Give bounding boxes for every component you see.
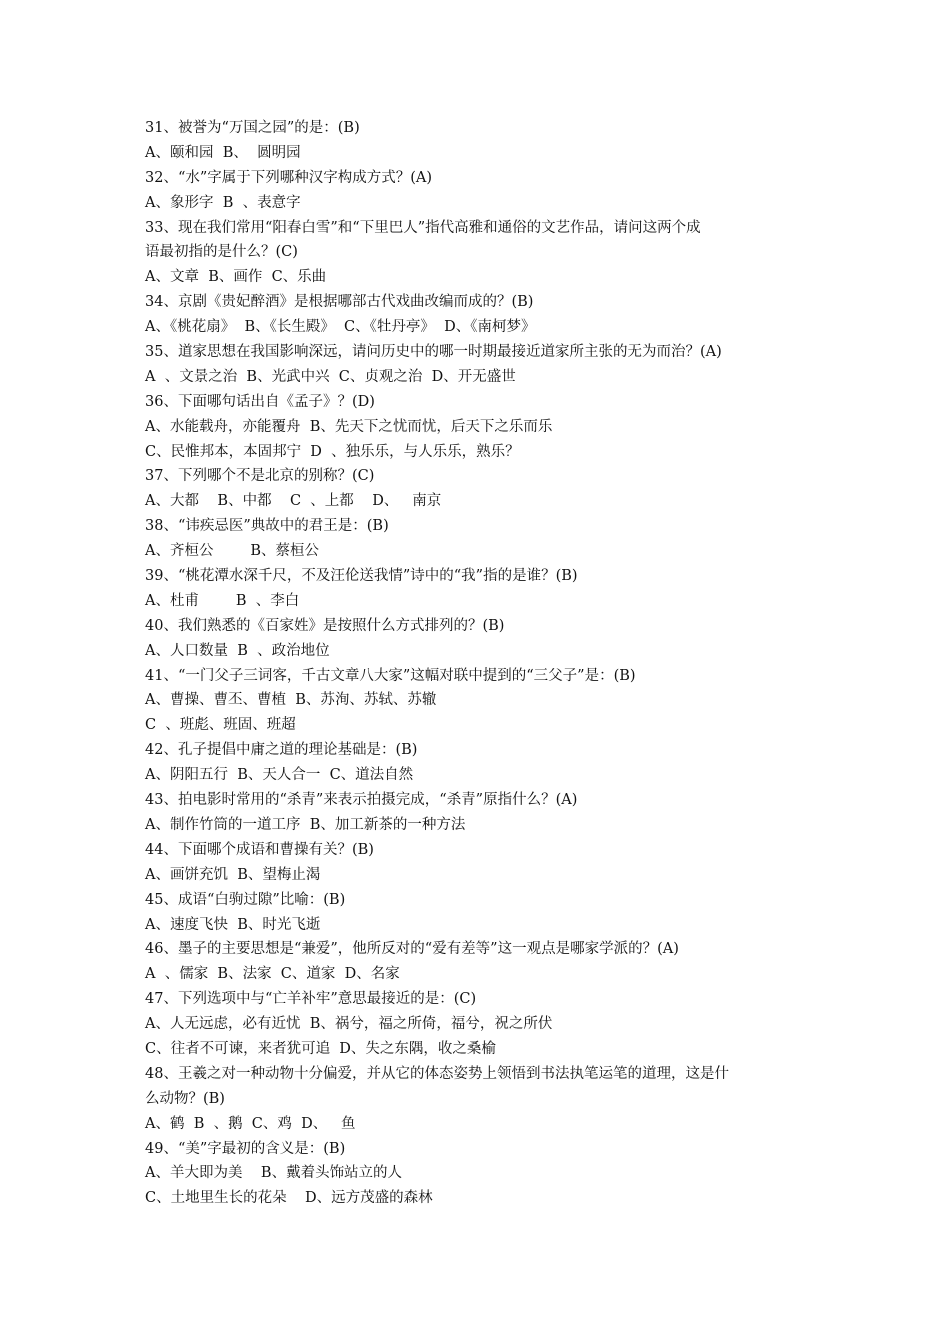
text-line: 42、孔子提倡中庸之道的理论基础是：(B) bbox=[145, 742, 418, 759]
text-line: 31、被誉为“万国之园”的是：(B) bbox=[145, 120, 360, 136]
document-page bbox=[145, 116, 815, 1211]
text-line: 34、京剧《贵妃醉酒》是根据哪部古代戏曲改编而成的？(B) bbox=[145, 294, 534, 311]
text-line: 33、现在我们常用“阳春白雪”和“下里巴人”指代高雅和通俗的文艺作品，请问这两个成 bbox=[145, 219, 701, 236]
text-line: C、民惟邦本，本固邦宁 D 、独乐乐，与人乐乐，熟乐？ bbox=[145, 443, 520, 460]
text-line: A、人无远虑，必有近忧 B、祸兮，福之所倚，福兮，祝之所伏 bbox=[145, 1016, 553, 1033]
text-line: 41、“一门父子三词客，千古文章八大家”这幅对联中提到的“三父子”是：(B) bbox=[145, 667, 636, 684]
text-line: A、速度飞快 B、时光飞逝 bbox=[145, 916, 321, 933]
text-line: A、杜甫 B 、李白 bbox=[145, 592, 300, 609]
text-line: A、颐和园 B、 圆明园 bbox=[145, 144, 301, 161]
text-line: 39、“桃花潭水深千尺，不及汪伦送我情”诗中的“我”指的是谁？(B) bbox=[145, 568, 578, 585]
text-line: A、曹操、曹丕、曹植 B、苏洵、苏轼、苏辙 bbox=[145, 692, 437, 709]
text-line: A、人口数量 B 、政治地位 bbox=[145, 642, 330, 659]
text-line: 45、成语“白驹过隙”比喻：(B) bbox=[145, 891, 346, 908]
text-line: C 、班彪、班固、班超 bbox=[145, 717, 296, 734]
text-line: A、大都 B、中都 C 、上都 D、 南京 bbox=[145, 493, 442, 510]
text-line: 44、下面哪个成语和曹操有关？(B) bbox=[145, 841, 374, 858]
text-line: 38、“讳疾忌医”典故中的君王是：(B) bbox=[145, 518, 389, 535]
text-line: 36、下面哪句话出自《孟子》？(D) bbox=[145, 393, 375, 410]
text-line: C、往者不可谏，来者犹可追 D、失之东隅，收之桑榆 bbox=[145, 1040, 496, 1057]
text-line: 47、下列选项中与“亡羊补牢”意思最接近的是：(C) bbox=[145, 991, 477, 1008]
text-line: A、象形字 B 、表意字 bbox=[145, 194, 301, 211]
text-line: A 、儒家 B、法家 C、道家 D、名家 bbox=[145, 966, 400, 983]
text-line: 32、“水”字属于下列哪种汉字构成方式？(A) bbox=[145, 169, 433, 186]
text-line: 语最初指的是什么？(C) bbox=[145, 244, 298, 261]
text-line: C、土地里生长的花朵 D、远方茂盛的森林 bbox=[145, 1190, 433, 1207]
text-line: A、齐桓公 B、蔡桓公 bbox=[145, 543, 319, 560]
text-line: 37、下列哪个不是北京的别称？(C) bbox=[145, 468, 375, 485]
text-line: 48、王羲之对一种动物十分偏爱，并从它的体态姿势上领悟到书法执笔运笔的道理，这是什 bbox=[145, 1065, 729, 1082]
text-line: A、制作竹筒的一道工序 B、加工新茶的一种方法 bbox=[145, 816, 466, 833]
text-line: A、文章 B、画作 C、乐曲 bbox=[145, 269, 327, 286]
text-line: 43、拍电影时常用的“杀青”来表示拍摄完成，“杀青”原指什么？(A) bbox=[145, 792, 578, 809]
text-line: 46、墨子的主要思想是“兼爱”，他所反对的“爱有差等”这一观点是哪家学派的？(A) bbox=[145, 941, 679, 958]
text-line: A、羊大即为美 B、戴着头饰站立的人 bbox=[145, 1165, 403, 1182]
text-line: 40、我们熟悉的《百家姓》是按照什么方式排列的？(B) bbox=[145, 617, 505, 634]
text-line: A、画饼充饥 B、望梅止渴 bbox=[145, 866, 321, 883]
text-line: A 、文景之治 B、光武中兴 C、贞观之治 D、开无盛世 bbox=[145, 368, 516, 385]
text-line: A、鹤 B 、鹅 C、鸡 D、 鱼 bbox=[145, 1115, 356, 1132]
text-line: 35、道家思想在我国影响深远，请问历史中的哪一时期最接近道家所主张的无为而治？(A) bbox=[145, 344, 722, 361]
text-line: 么动物？(B) bbox=[145, 1090, 225, 1107]
text-line: A、水能载舟，亦能覆舟 B、先天下之忧而忧，后天下之乐而乐 bbox=[145, 418, 553, 435]
text-line: A、阴阳五行 B、天人合一 C、道法自然 bbox=[145, 767, 414, 784]
text-line: A、《桃花扇》 B、《长生殿》 C、《牡丹亭》 D、《南柯梦》 bbox=[145, 319, 536, 336]
text-line: 49、“美”字最初的含义是：(B) bbox=[145, 1140, 346, 1157]
